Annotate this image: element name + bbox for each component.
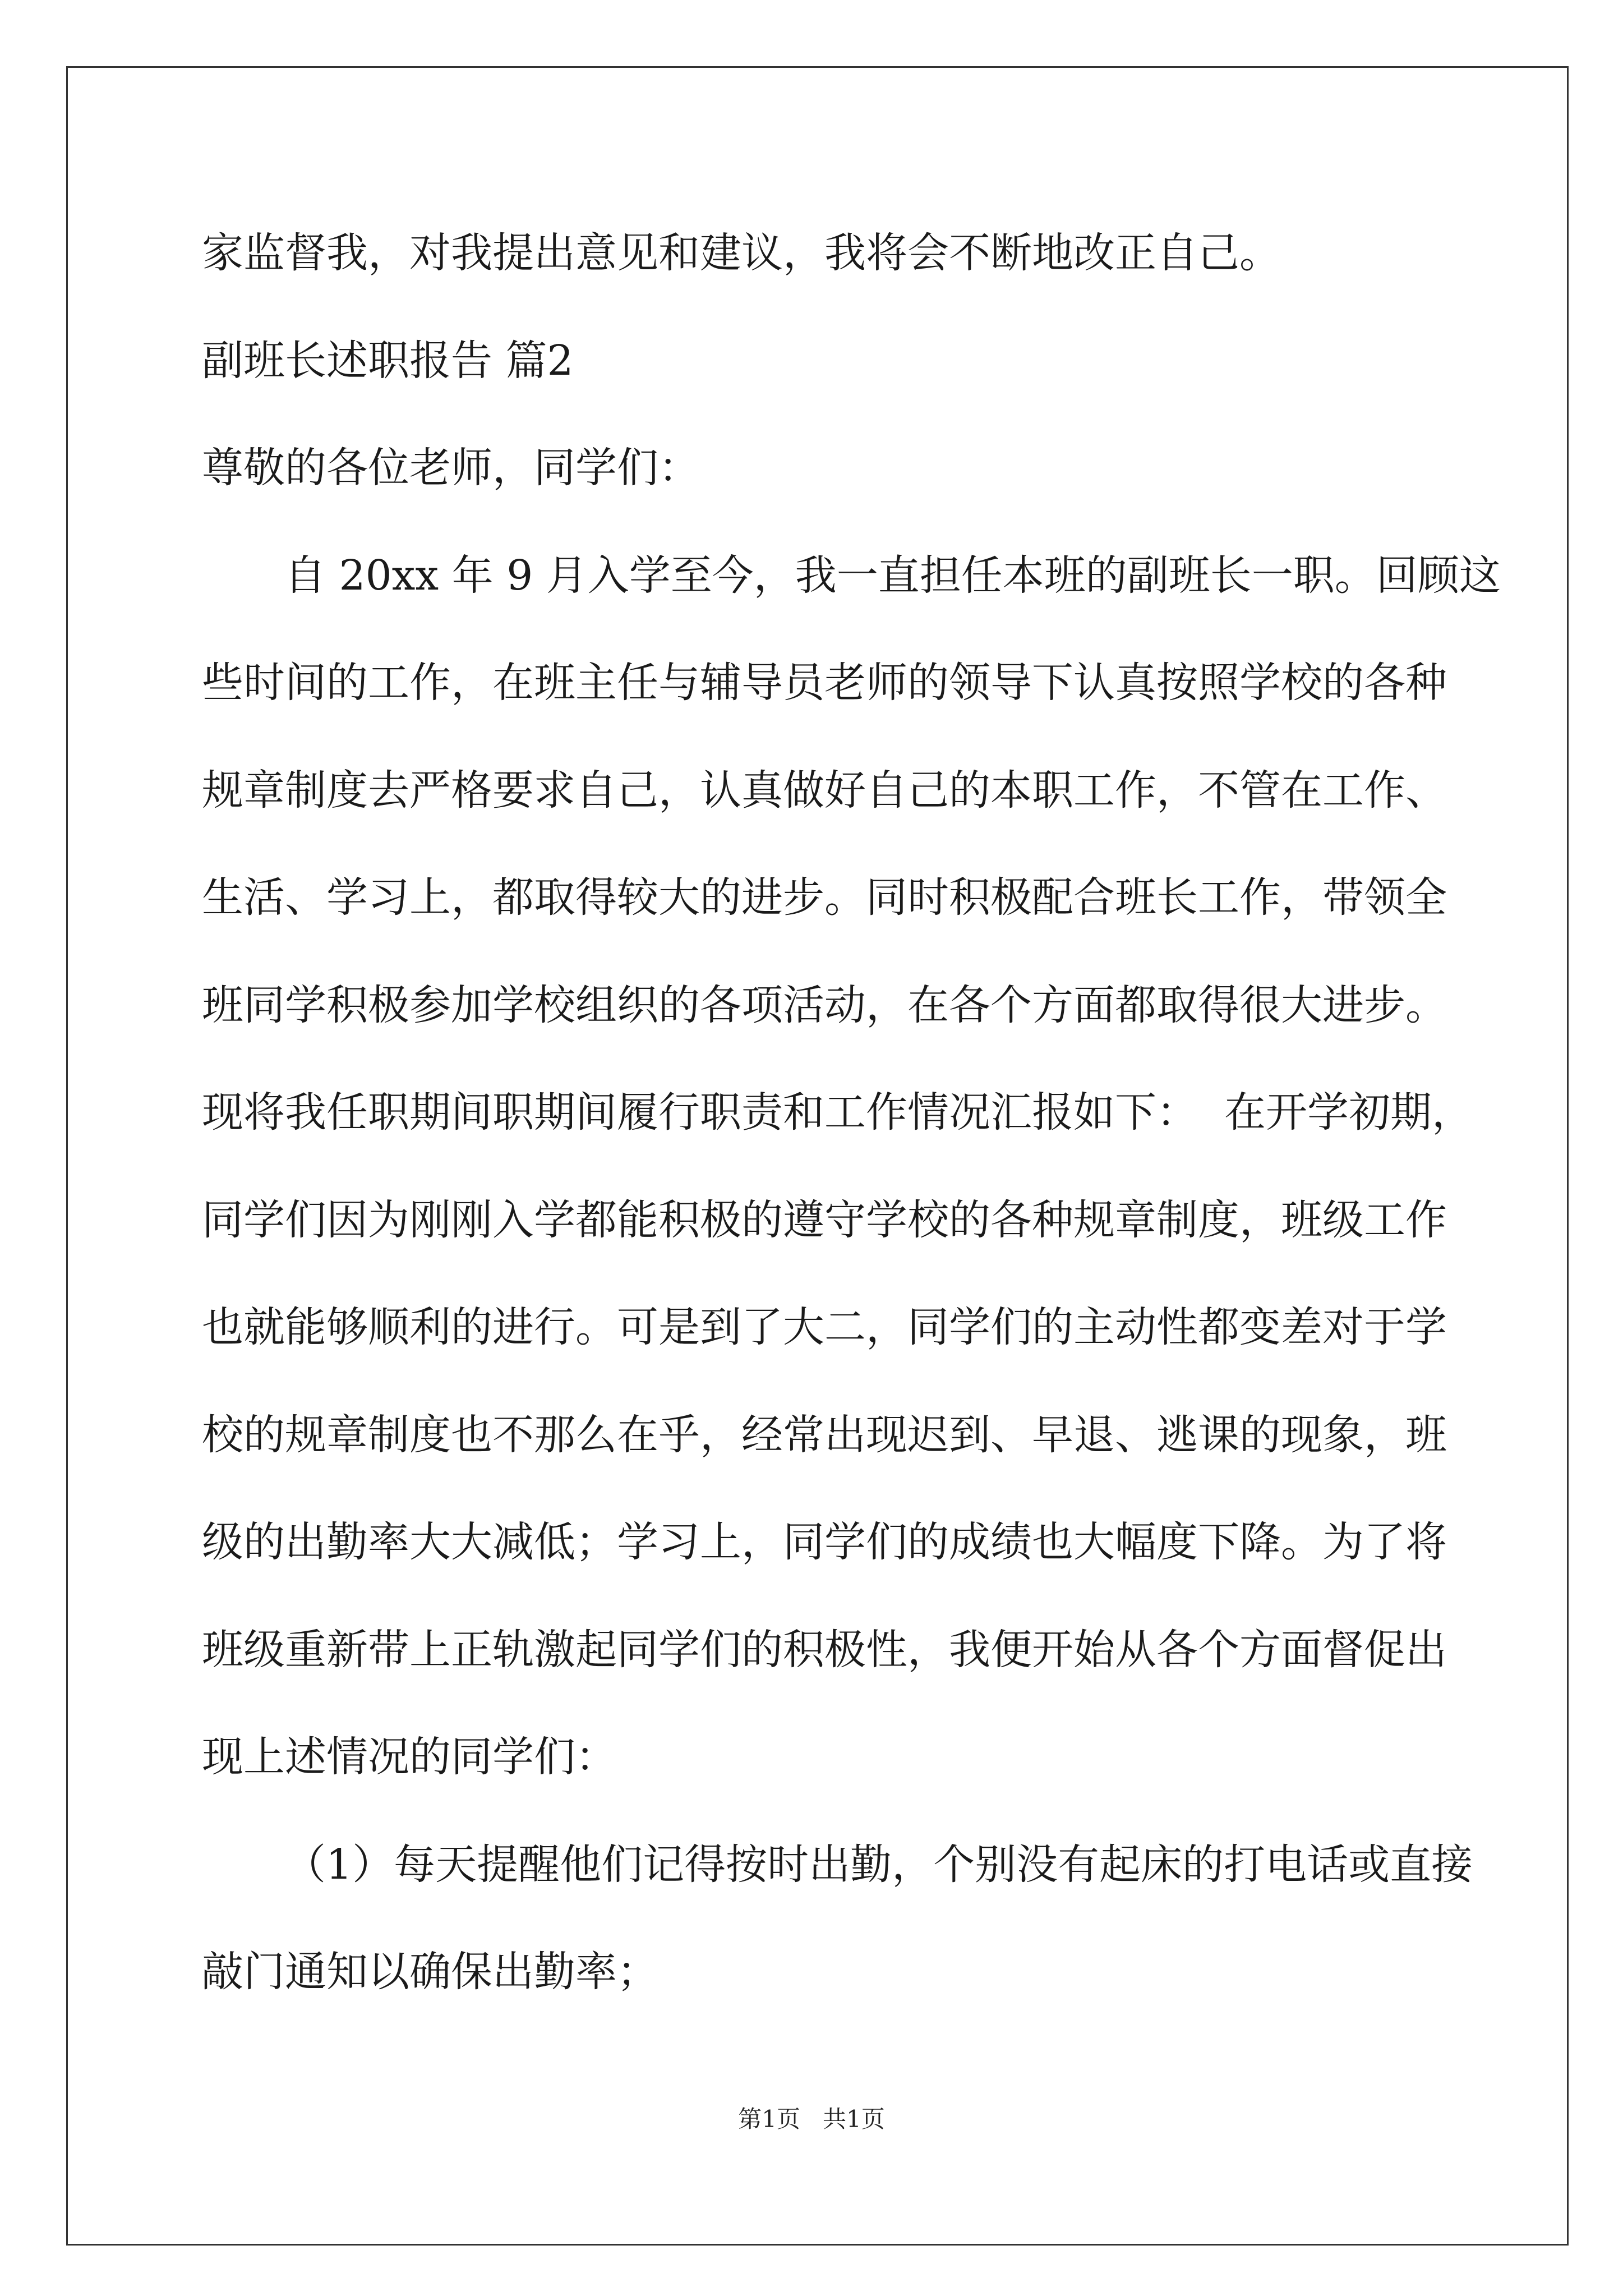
salutation-line: 尊敬的各位老师，同学们： (202, 444, 700, 492)
list-item-line: 敲门通知以确保出勤率； (202, 1948, 658, 1996)
section-title: 副班长述职报告 篇2 (202, 336, 574, 385)
paragraph-line: 班级重新带上正轨激起同学们的积极性，我便开始从各个方面督促出 (202, 1625, 1447, 1674)
document-body (202, 200, 1548, 2026)
paragraph-line: 现将我任职期间职期间履行职责和工作情况汇报如下： 在开学初期， (202, 1088, 1474, 1137)
paragraph-line: 些时间的工作，在班主任与辅导员老师的领导下认真按照学校的各种 (202, 659, 1447, 707)
list-item-line: （1）每天提醒他们记得按时出勤，个别没有起床的打电话或直接 (284, 1840, 1473, 1889)
paragraph-line: 级的出勤率大大减低；学习上，同学们的成绩也大幅度下降。为了将 (202, 1518, 1447, 1566)
paragraph-line: 同学们因为刚刚入学都能积极的遵守学校的各种规章制度，班级工作 (202, 1195, 1447, 1244)
paragraph-line: 自 20xx 年 9 月入学至今，我一直担任本班的副班长一职。回顾这 (284, 551, 1501, 600)
paragraph-line: 家监督我，对我提出意见和建议，我将会不断地改正自己。 (202, 229, 1281, 277)
paragraph-line: 班同学积极参加学校组织的各项活动，在各个方面都取得很大进步。 (202, 981, 1447, 1029)
paragraph-line: 生活、学习上，都取得较大的进步。同时积极配合班长工作，带领全 (202, 873, 1447, 922)
paragraph-line: 现上述情况的同学们： (202, 1733, 617, 1781)
paragraph-line: 也就能够顺利的进行。可是到了大二，同学们的主动性都变差对于学 (202, 1303, 1447, 1351)
page-footer: 第1页 共1页 (738, 2105, 885, 2133)
paragraph-line: 校的规章制度也不那么在乎，经常出现迟到、早退、逃课的现象，班 (202, 1410, 1447, 1459)
paragraph-line: 规章制度去严格要求自己，认真做好自己的本职工作，不管在工作、 (202, 766, 1447, 815)
